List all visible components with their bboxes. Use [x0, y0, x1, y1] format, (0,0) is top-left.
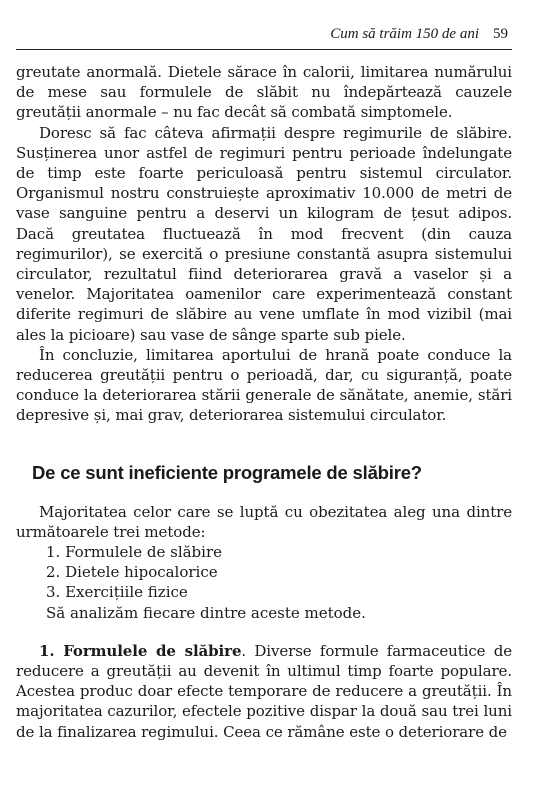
running-title: Cum să trăim 150 de ani [330, 26, 479, 42]
page-number: 59 [493, 26, 508, 42]
section-closing: Să analizăm fiecare dintre aceste metode. [46, 603, 366, 622]
header-rule [16, 49, 512, 50]
paragraph-concluzie: În concluzie, limitarea aportului de hrană poate conduce la reducerea greutății pentru o perioadă, dar, cu siguranță, poate conduce la deteriorarea stării generale de sănătate, anemie, stări depresive și, mai grav, deteriorarea sistemului circulator. [16, 345, 512, 425]
section-intro: Majoritatea celor care se luptă cu obezitatea aleg una dintre următoarele trei metode: [16, 502, 512, 541]
methods-list [46, 542, 512, 603]
list-item: 1. Formulele de slăbire [46, 543, 223, 562]
section-heading: De ce sunt ineficiente programele de slăbire? [32, 461, 422, 483]
paragraph-regimuri: Doresc să fac câteva afirmații despre regimurile de slăbire. Susținerea unor astfel de regimuri pentru perioade îndelungate de timp este foarte periculoasă pentru sistemul circulator. Organismul nostru construiește aproximativ 10.000 de metri de vase sanguine pentru a deservi un kilogram de țesut adipos. Dacă greutatea fluctuează în mod frecvent (din cauza regimurilor), se exercită o presiune constantă asupra sistemului circulator, rezultatul fiind deteriorarea gravă a vaselor și a venelor. Majoritatea oamenilor care experimentează constant diferite regimuri de slăbire au vene umflate în mod vizibil (mai ales la picioare) sau vase de sânge sparte sub piele. [16, 123, 512, 344]
list-item: 2. Dietele hipocalorice [46, 563, 218, 582]
paragraph-formule [16, 641, 512, 742]
item-lead: 1. Formulele de slăbire [39, 641, 242, 660]
item-text: . Diverse formule farmaceutice de reducere a greutății au devenit în ultimul timp foarte populare. Acestea produc doar efecte temporare de reducere a greutății. În majoritatea cazurilor, efectele pozitive dispar la două sau trei luni de la finalizarea regimului. Ceea ce rămâne este o deteriorare de [16, 641, 512, 741]
book-page [16, 26, 512, 742]
running-header [16, 26, 512, 43]
paragraph-continuation: greutate anormală. Dietele sărace în calorii, limitarea numărului de mese sau formulele de slăbit nu îndepărtează cauzele greutății anormale – nu fac decât să combată simptomele. [16, 63, 512, 122]
list-item: 3. Exercițiile fizice [46, 583, 188, 602]
